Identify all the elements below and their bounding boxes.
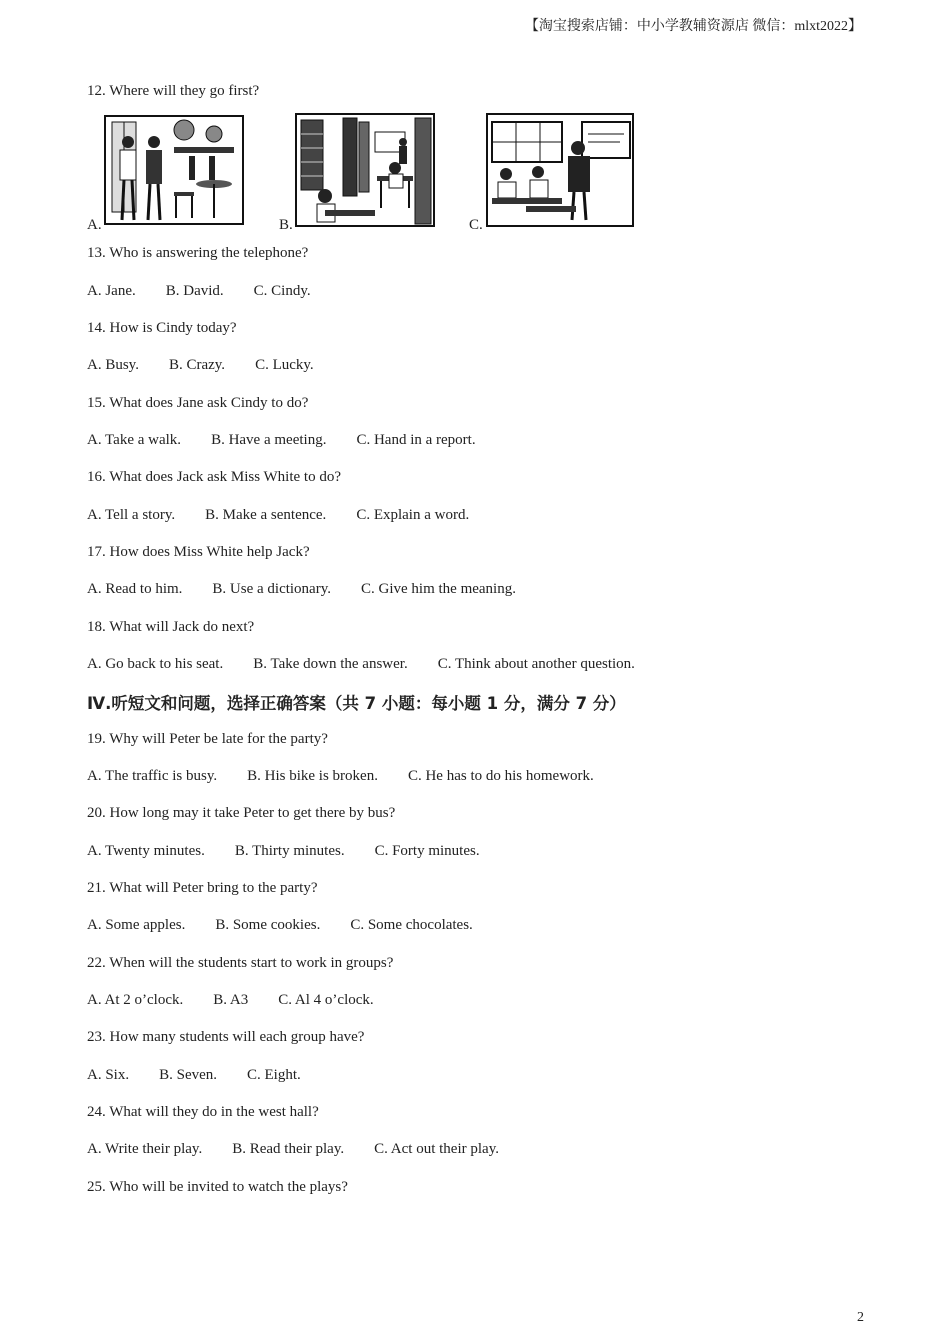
option-label: A. [87, 217, 102, 233]
option-a: A. Jane. [87, 283, 136, 299]
option-b: B. His bike is broken. [247, 768, 378, 784]
option-a: A. Busy. [87, 357, 139, 373]
option-a: A. Twenty minutes. [87, 843, 205, 859]
q12-option-b [279, 112, 439, 234]
option-a: A. Write their play. [87, 1141, 203, 1157]
option-c: C. Give him the meaning. [361, 581, 516, 597]
option-b: B. Make a sentence. [205, 507, 327, 523]
option-c: C. He has to do his homework. [407, 768, 594, 784]
question-23-options [87, 1067, 301, 1084]
option-a: A. The traffic is busy. [87, 768, 218, 784]
option-a: A. Some apples. [87, 917, 186, 933]
question-18-options [87, 656, 635, 673]
question-19: 19. Why will Peter be late for the party? [87, 731, 328, 747]
option-c: C. Hand in a report. [356, 432, 476, 448]
option-a: A. Go back to his seat. [87, 656, 224, 672]
q12-option-a [87, 112, 247, 234]
option-a: A. Six. [87, 1067, 130, 1083]
option-c: C. Lucky. [255, 357, 314, 373]
question-13-options [87, 283, 311, 300]
option-b: B. Seven. [159, 1067, 218, 1083]
option-c: C. Al 4 o’clock. [278, 992, 374, 1008]
q12-option-c [469, 112, 639, 234]
classroom-scene-image [486, 112, 634, 228]
option-c: C. Some chocolates. [350, 917, 473, 933]
option-label: B. [279, 217, 293, 233]
option-label: C. [469, 217, 483, 233]
page-header: 【淘宝搜索店铺：中小学教辅资源店 微信：mlxt2022】 [524, 19, 862, 34]
question-21: 21. What will Peter bring to the party? [87, 880, 318, 896]
option-b: B. Use a dictionary. [212, 581, 331, 597]
page-number: 2 [857, 1310, 864, 1325]
question-16: 16. What does Jack ask Miss White to do? [87, 469, 341, 485]
question-15: 15. What does Jane ask Cindy to do? [87, 395, 309, 411]
question-13: 13. Who is answering the telephone? [87, 245, 309, 261]
question-20: 20. How long may it take Peter to get there by bus? [87, 805, 396, 821]
question-23: 23. How many students will each group have? [87, 1029, 365, 1045]
question-17: 17. How does Miss White help Jack? [87, 544, 310, 560]
question-16-options [87, 507, 469, 524]
question-14-options [87, 357, 314, 374]
library-scene-image [295, 112, 435, 228]
question-18: 18. What will Jack do next? [87, 619, 255, 635]
question-14: 14. How is Cindy today? [87, 320, 237, 336]
option-a: A. Take a walk. [87, 432, 182, 448]
option-b: B. Read their play. [232, 1141, 345, 1157]
option-c: C. Think about another question. [437, 656, 635, 672]
option-b: B. Take down the answer. [253, 656, 408, 672]
option-a: A. Read to him. [87, 581, 183, 597]
section-4-heading: Ⅳ.听短文和问题，选择正确答案（共 7 小题：每小题 1 分，满分 7 分） [87, 694, 626, 713]
option-b: B. Thirty minutes. [234, 843, 345, 859]
option-b: B. David. [165, 283, 224, 299]
option-a: A. At 2 o’clock. [87, 992, 184, 1008]
option-a: A. Tell a story. [87, 507, 176, 523]
question-20-options [87, 843, 480, 860]
option-b: B. A3 [213, 992, 249, 1008]
question-24-options [87, 1141, 499, 1158]
question-25: 25. Who will be invited to watch the plays? [87, 1179, 348, 1195]
option-b: B. Have a meeting. [211, 432, 327, 448]
option-b: B. Some cookies. [215, 917, 321, 933]
option-c: C. Forty minutes. [374, 843, 480, 859]
question-22: 22. When will the students start to work in groups? [87, 955, 394, 971]
question-24: 24. What will they do in the west hall? [87, 1104, 319, 1120]
q12-picture-options [87, 112, 687, 234]
option-c: C. Eight. [247, 1067, 301, 1083]
option-c: C. Act out their play. [374, 1141, 499, 1157]
question-12: 12. Where will they go first? [87, 83, 260, 99]
question-21-options [87, 917, 473, 934]
cafe-scene-image [104, 112, 244, 226]
question-15-options [87, 432, 476, 449]
question-17-options [87, 581, 516, 598]
option-c: C. Explain a word. [356, 507, 470, 523]
question-22-options [87, 992, 374, 1009]
option-b: B. Crazy. [168, 357, 226, 373]
question-19-options [87, 768, 594, 785]
option-c: C. Cindy. [253, 283, 311, 299]
